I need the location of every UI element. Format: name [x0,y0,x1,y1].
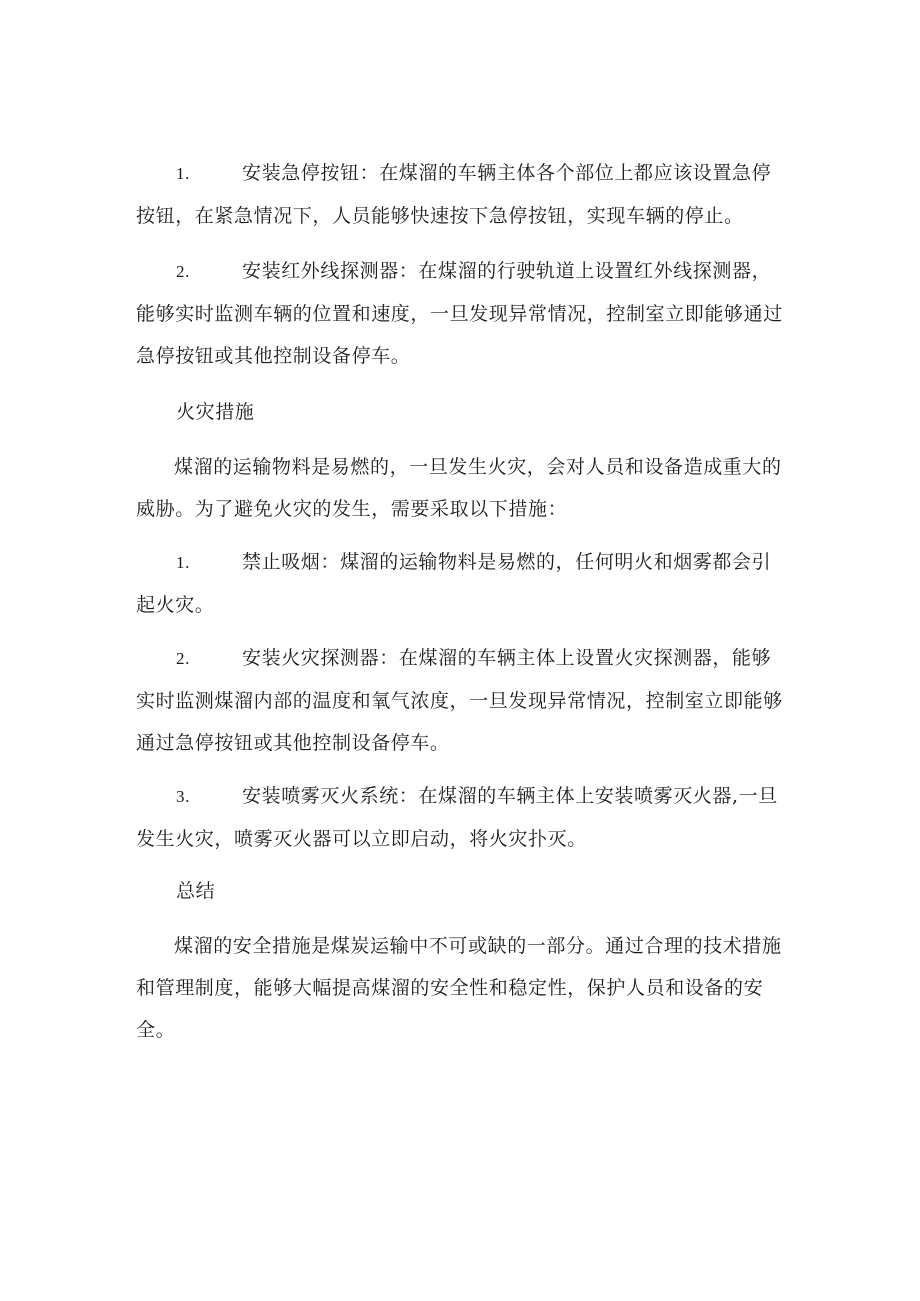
list-item-title: 禁止吸烟： [242,551,341,573]
list-item-text: 煤溜的运输物料是易燃的，任何明火和烟雾都会引起火灾。 [136,551,772,616]
list-number: 1. [176,553,190,572]
paragraph-text: 煤溜的安全措施是煤炭运输中不可或缺的一部分。通过合理的技术措施和管理制度，能够大幅提高煤溜的安全性和稳定性，保护人员和设备的安全。 [136,935,782,1041]
list-item-text: 在煤溜的车辆主体上安装喷雾灭火器,一旦发生火灾，喷雾灭火器可以立即启动，将火灾扑灭。 [136,785,778,850]
list-number: 2. [176,649,190,668]
section-heading-summary: 总结 [176,880,216,902]
section-heading-fire: 火灾措施 [176,401,255,423]
list-item-title: 安装喷雾灭火系统： [242,785,419,807]
list-item-text: 在煤溜的车辆主体各个部位上都应该设置急停按钮，在紧急情况下，人员能够快速按下急停按钮，实现车辆的停止。 [136,162,772,227]
list-item-title: 安装红外线探测器： [242,260,419,282]
list-item-text: 在煤溜的车辆主体上设置火灾探测器，能够实时监测煤溜内部的温度和氧气浓度，一旦发现异常情况，控制室立即能够通过急停按钮或其他控制设备停车。 [136,647,783,754]
list-item-title: 安装火灾探测器： [242,647,399,669]
list-number: 3. [176,787,190,806]
list-item-spray-system [136,775,786,860]
list-item-no-smoking [136,541,786,626]
summary-paragraph [136,925,786,1051]
list-item-title: 安装急停按钮： [242,162,380,184]
list-item-emergency-stop [136,152,786,237]
list-item-infrared-detector [136,250,786,377]
list-number: 1. [176,164,190,183]
fire-section-intro [136,446,786,530]
list-item-text: 在煤溜的行驶轨道上设置红外线探测器，能够实时监测车辆的位置和速度，一旦发现异常情况，控制室立即能够通过急停按钮或其他控制设备停车。 [136,260,783,367]
paragraph-text: 煤溜的运输物料是易燃的，一旦发生火灾，会对人员和设备造成重大的威胁。为了避免火灾的发生，需要采取以下措施： [136,456,782,520]
list-item-fire-detector [136,637,786,764]
list-number: 2. [176,262,190,281]
